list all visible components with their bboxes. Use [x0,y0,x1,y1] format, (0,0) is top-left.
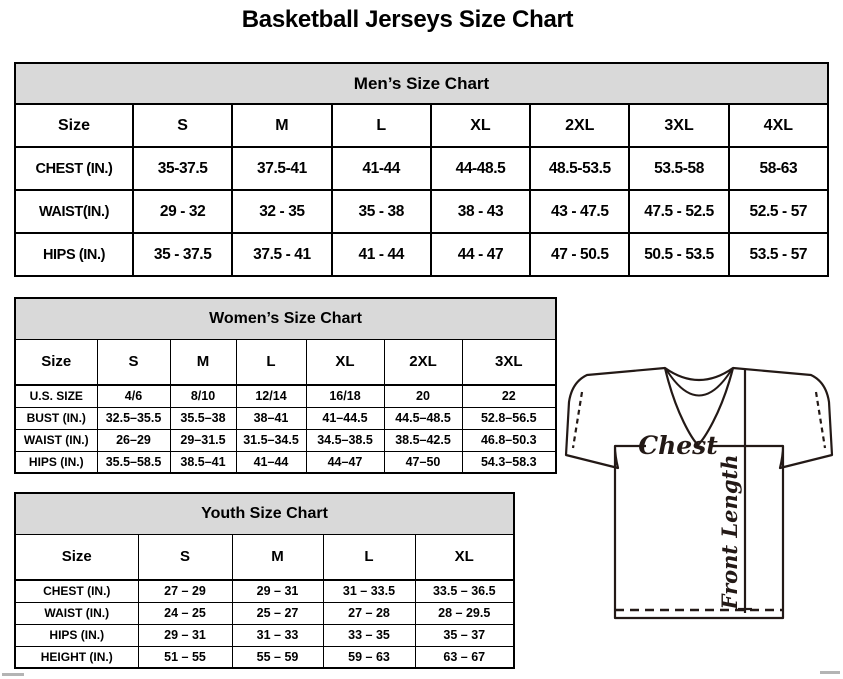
womens-col-l: L [236,339,306,385]
youth-chest-row [15,580,514,602]
mens-row-label-waist: WAIST(IN.) [15,190,133,233]
mens-chest-cell: 37.5-41 [232,147,331,190]
mens-col-l: L [332,104,431,147]
womens-bust-cell: 41–44.5 [306,407,384,429]
womens-ussize-cell: 16/18 [306,385,384,407]
womens-row-label-hips: HIPS (IN.) [15,451,97,473]
womens-hips-cell: 41–44 [236,451,306,473]
womens-ussize-cell: 8/10 [170,385,236,407]
youth-height-cell: 55 – 59 [232,646,323,668]
womens-hips-row [15,451,556,473]
mens-col-3xl: 3XL [629,104,728,147]
youth-col-l: L [323,534,415,580]
mens-chest-cell: 35-37.5 [133,147,232,190]
mens-hips-row [15,233,828,276]
mens-hips-cell: 50.5 - 53.5 [629,233,728,276]
womens-hips-cell: 35.5–58.5 [97,451,170,473]
womens-waist-cell: 31.5–34.5 [236,429,306,451]
womens-ussize-cell: 12/14 [236,385,306,407]
mens-waist-cell: 35 - 38 [332,190,431,233]
mens-hips-cell: 53.5 - 57 [729,233,828,276]
womens-bust-cell: 38–41 [236,407,306,429]
youth-col-xl: XL [415,534,514,580]
mens-row-label-chest: CHEST (IN.) [15,147,133,190]
womens-bust-cell: 44.5–48.5 [384,407,462,429]
youth-row-label-waist: WAIST (IN.) [15,602,138,624]
youth-chest-cell: 29 – 31 [232,580,323,602]
youth-height-cell: 51 – 55 [138,646,232,668]
youth-row-label-chest: CHEST (IN.) [15,580,138,602]
womens-col-xl: XL [306,339,384,385]
youth-hips-cell: 29 – 31 [138,624,232,646]
front-length-label: Front Length [717,454,742,610]
youth-col-m: M [232,534,323,580]
womens-table-caption: Women’s Size Chart [15,298,556,339]
womens-hips-cell: 54.3–58.3 [462,451,556,473]
womens-hips-cell: 38.5–41 [170,451,236,473]
womens-col-size: Size [15,339,97,385]
womens-hips-cell: 47–50 [384,451,462,473]
youth-size-table [14,492,515,669]
youth-chest-cell: 27 – 29 [138,580,232,602]
youth-waist-cell: 25 – 27 [232,602,323,624]
mens-row-label-hips: HIPS (IN.) [15,233,133,276]
youth-waist-cell: 24 – 25 [138,602,232,624]
mens-col-s: S [133,104,232,147]
jersey-diagram-svg [558,360,843,626]
youth-height-cell: 59 – 63 [323,646,415,668]
youth-hips-cell: 31 – 33 [232,624,323,646]
womens-row-label-ussize: U.S. SIZE [15,385,97,407]
youth-height-row [15,646,514,668]
mens-col-m: M [232,104,331,147]
youth-waist-cell: 27 – 28 [323,602,415,624]
mens-col-xl: XL [431,104,530,147]
mens-col-size: Size [15,104,133,147]
scrollbar-fragment-right [820,671,840,674]
mens-hips-cell: 47 - 50.5 [530,233,629,276]
womens-waist-cell: 29–31.5 [170,429,236,451]
mens-size-table [14,62,829,277]
mens-hips-cell: 35 - 37.5 [133,233,232,276]
jersey-measurement-diagram [558,360,843,626]
mens-waist-cell: 32 - 35 [232,190,331,233]
youth-row-label-hips: HIPS (IN.) [15,624,138,646]
mens-hips-cell: 37.5 - 41 [232,233,331,276]
youth-col-s: S [138,534,232,580]
womens-waist-cell: 34.5–38.5 [306,429,384,451]
womens-ussize-row [15,385,556,407]
womens-row-label-waist: WAIST (IN.) [15,429,97,451]
mens-table-caption: Men’s Size Chart [15,63,828,104]
womens-waist-cell: 38.5–42.5 [384,429,462,451]
womens-header-row [15,339,556,385]
youth-row-label-height: HEIGHT (IN.) [15,646,138,668]
womens-hips-cell: 44–47 [306,451,384,473]
mens-chest-row [15,147,828,190]
youth-hips-cell: 35 – 37 [415,624,514,646]
womens-waist-cell: 46.8–50.3 [462,429,556,451]
womens-size-table [14,297,557,474]
mens-chest-cell: 44-48.5 [431,147,530,190]
youth-height-cell: 63 – 67 [415,646,514,668]
mens-col-4xl: 4XL [729,104,828,147]
mens-header-row [15,104,828,147]
womens-bust-cell: 52.8–56.5 [462,407,556,429]
mens-waist-cell: 38 - 43 [431,190,530,233]
womens-col-s: S [97,339,170,385]
mens-waist-cell: 29 - 32 [133,190,232,233]
womens-bust-cell: 32.5–35.5 [97,407,170,429]
womens-ussize-cell: 22 [462,385,556,407]
chest-label: Chest [638,431,718,460]
youth-waist-row [15,602,514,624]
mens-waist-row [15,190,828,233]
mens-col-2xl: 2XL [530,104,629,147]
womens-bust-row [15,407,556,429]
mens-hips-cell: 41 - 44 [332,233,431,276]
mens-waist-cell: 43 - 47.5 [530,190,629,233]
mens-waist-cell: 47.5 - 52.5 [629,190,728,233]
womens-bust-cell: 35.5–38 [170,407,236,429]
womens-ussize-cell: 20 [384,385,462,407]
youth-table-caption: Youth Size Chart [15,493,514,534]
scrollbar-fragment-left [2,673,24,676]
page-title: Basketball Jerseys Size Chart [241,6,574,33]
jersey-outline [566,368,832,618]
womens-row-label-bust: BUST (IN.) [15,407,97,429]
youth-chest-cell: 33.5 – 36.5 [415,580,514,602]
mens-chest-cell: 41-44 [332,147,431,190]
womens-waist-cell: 26–29 [97,429,170,451]
mens-chest-cell: 58-63 [729,147,828,190]
youth-hips-row [15,624,514,646]
womens-col-2xl: 2XL [384,339,462,385]
mens-chest-cell: 48.5-53.5 [530,147,629,190]
youth-waist-cell: 28 – 29.5 [415,602,514,624]
youth-col-size: Size [15,534,138,580]
mens-hips-cell: 44 - 47 [431,233,530,276]
mens-waist-cell: 52.5 - 57 [729,190,828,233]
womens-col-m: M [170,339,236,385]
womens-waist-row [15,429,556,451]
youth-chest-cell: 31 – 33.5 [323,580,415,602]
youth-hips-cell: 33 – 35 [323,624,415,646]
youth-header-row [15,534,514,580]
womens-ussize-cell: 4/6 [97,385,170,407]
womens-col-3xl: 3XL [462,339,556,385]
mens-chest-cell: 53.5-58 [629,147,728,190]
